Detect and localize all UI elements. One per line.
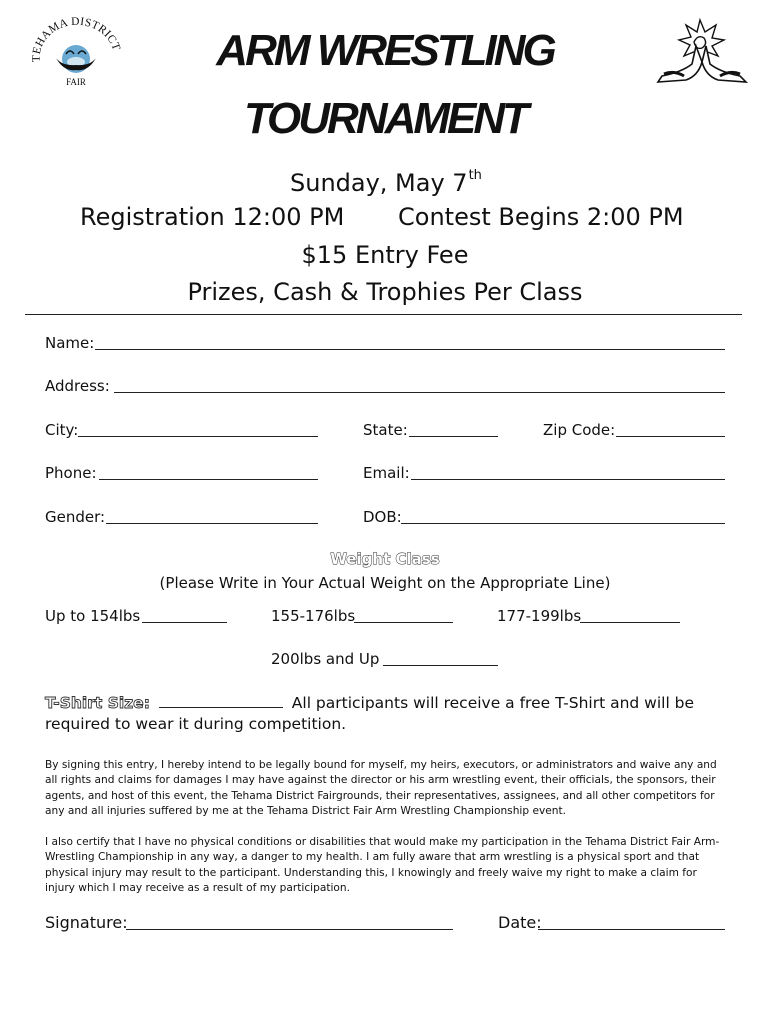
tshirt-text: All participants will receive a free T-Shirt and will be required to wear it during competition. [45,694,695,733]
weight-class-2-label: 155-176lbs [271,607,356,625]
signature-field[interactable] [126,929,453,930]
gender-label: Gender: [45,508,106,526]
arm-wrestling-logo [652,16,752,84]
signature-label: Signature: [45,913,128,932]
weight-class-2-field[interactable] [354,622,453,623]
waiver-paragraph-1: By signing this entry, I hereby intend to be legally bound for myself, my heirs, executors, or administrators and waive any and all rights and claims for damages I may have against the director or his arm wrestling event, their officials, the sponsors, their agents, and host of this event, the Tehama District Fairgrounds, their representatives, assignees, and all other competitors for any and all injuries suffered by me at the Tehama District Fair Arm Wrestling Championship event. [45,759,717,817]
state-field[interactable] [409,436,498,437]
city-field[interactable] [78,436,318,437]
contest-time: Contest Begins 2:00 PM [398,203,684,231]
weight-instruction: (Please Write in Your Actual Weight on the Appropriate Line) [159,574,611,592]
state-label: State: [363,421,408,439]
header-divider [25,314,742,315]
zip-label: Zip Code: [543,421,616,439]
phone-label: Phone: [45,464,97,482]
email-label: Email: [363,464,410,482]
fair-emblem-icon [26,14,126,88]
entry-fee: $15 Entry Fee [301,241,469,269]
email-field[interactable] [411,479,725,480]
prizes: Prizes, Cash & Trophies Per Class [187,278,583,306]
event-date [290,168,482,197]
city-label: City: [45,421,79,439]
zip-field[interactable] [616,436,725,437]
arm-wrestling-icon [652,16,752,84]
weight-class-3-label: 177-199lbs [497,607,582,625]
registration-time: Registration 12:00 PM [80,203,345,231]
svg-text:TEHAMA DISTRICT: TEHAMA DISTRICT [30,15,123,63]
event-date-text: Sunday, May 7 [290,169,468,197]
date-field[interactable] [538,929,725,930]
address-label: Address: [45,377,110,395]
address-field[interactable] [114,392,725,393]
svg-text:FAIR: FAIR [66,77,86,87]
weight-class-1-label: Up to 154lbs [45,607,141,625]
date-label: Date: [498,913,542,932]
gender-field[interactable] [106,523,318,524]
title-line-1: ARM WRESTLING [216,26,554,75]
weight-class-1-field[interactable] [142,622,227,623]
name-label: Name: [45,334,95,352]
tshirt-section [45,693,735,735]
name-field[interactable] [95,349,725,350]
weight-class-3-field[interactable] [580,622,680,623]
weight-class-4-field[interactable] [383,665,498,666]
dob-field[interactable] [401,523,725,524]
tehama-fair-logo [26,14,126,88]
title-line-2: TOURNAMENT [243,94,527,143]
phone-field[interactable] [99,479,318,480]
weight-class-heading: Weight Class [330,550,440,568]
dob-label: DOB: [363,508,402,526]
tshirt-label: T-Shirt Size: [45,694,150,712]
weight-class-4-label: 200lbs and Up [271,650,380,668]
event-date-suffix: th [468,168,482,183]
waiver-paragraph-2: I also certify that I have no physical conditions or disabilities that would make my participation in the Tehama District Fair Arm-Wrestling Championship in any way, a danger to my health. I am fully aware that arm wrestling is a physical sport and that physical injury may result to the participant. Understanding this, I knowingly and freely waive my right to make a claim for injury which I may receive as a result of my participation. [45,836,720,894]
tshirt-size-field[interactable] [159,693,283,708]
